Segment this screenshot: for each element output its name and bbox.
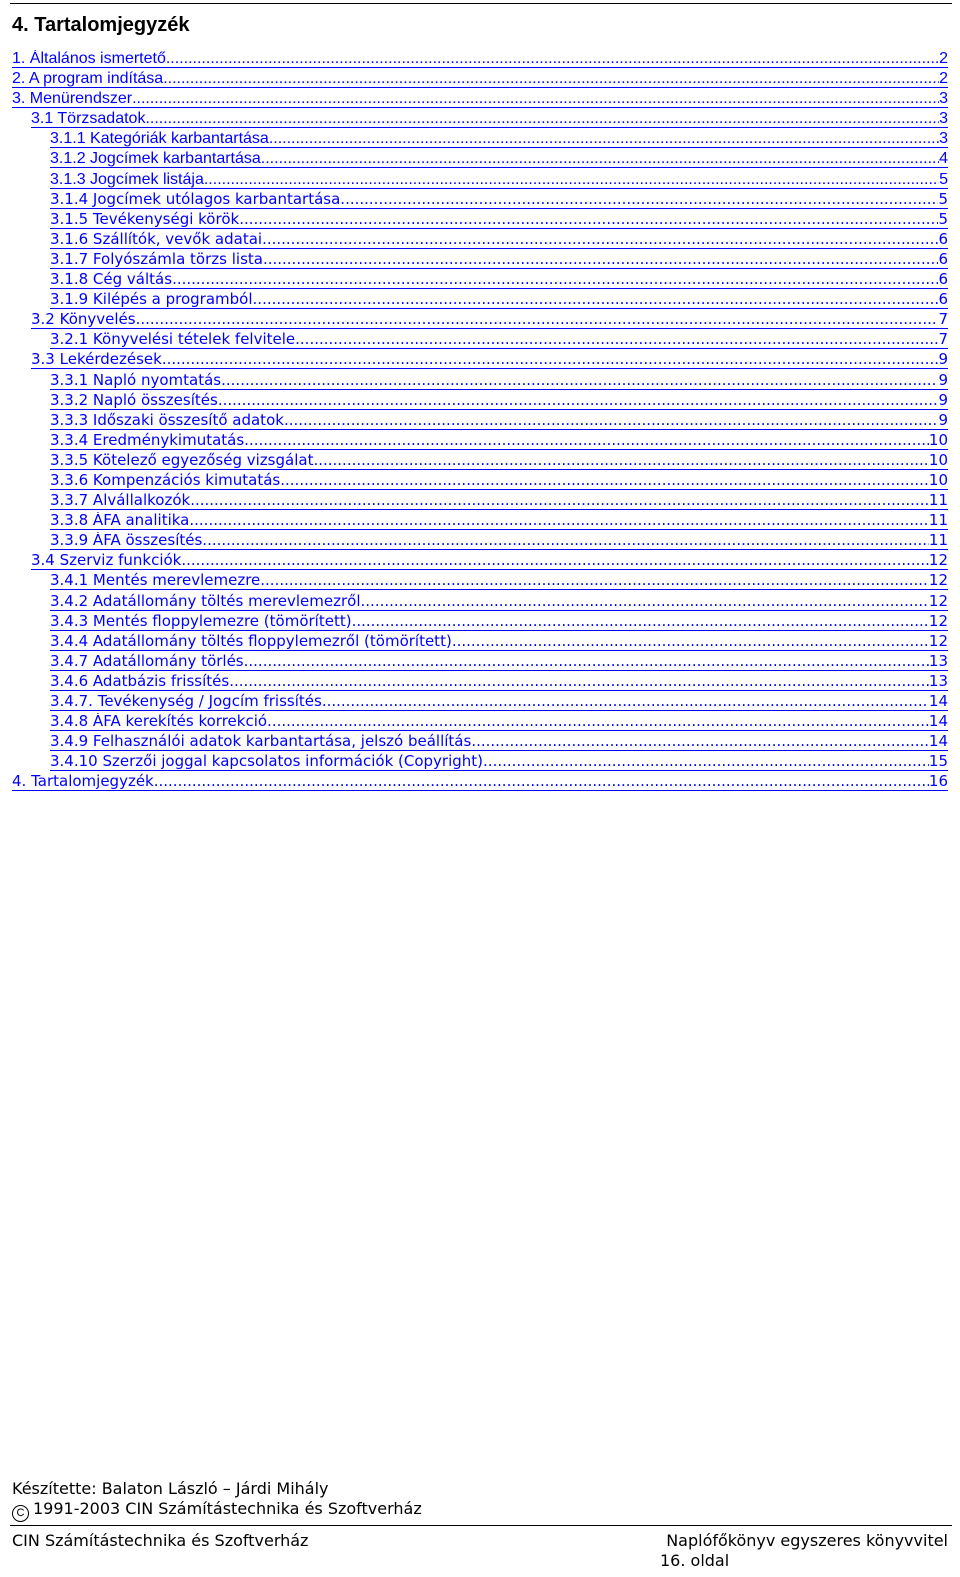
toc-entry-label: 1. Általános ismertető: [12, 50, 166, 67]
toc-entry[interactable]: [0, 653, 960, 673]
toc-entry[interactable]: [0, 191, 960, 211]
footer-document-title: Naplófőkönyv egyszeres könyvvitel: [666, 1531, 948, 1550]
toc-entry-page: 12: [928, 612, 948, 630]
toc-entry-page: 13: [928, 652, 948, 670]
toc-entry[interactable]: [0, 432, 960, 452]
toc-entry-page: 11: [928, 512, 948, 530]
toc-entry[interactable]: [0, 291, 960, 311]
toc-entry-page: 7: [938, 311, 948, 329]
toc-dot-leader: [280, 472, 929, 490]
toc-entry-page: 12: [928, 592, 948, 610]
toc-entry[interactable]: [0, 753, 960, 773]
toc-dot-leader: [181, 552, 929, 570]
footer-rule: [10, 1525, 952, 1526]
toc-entry-label: 3.3.2 Napló összesítés: [50, 391, 218, 409]
toc-entry-label: 3.2 Könyvelés: [31, 311, 136, 329]
toc-entry-page: 5: [939, 170, 948, 188]
toc-dot-leader: [322, 693, 929, 711]
toc-dot-leader: [313, 452, 928, 470]
toc-entry-page: 9: [938, 391, 948, 409]
toc-entry-label: 3.4.6 Adatbázis frissítés: [50, 672, 230, 690]
toc-entry-label: 3.1.1 Kategóriák karbantartása: [50, 130, 269, 148]
toc-dot-leader: [471, 733, 929, 751]
toc-dot-leader: [145, 110, 939, 128]
toc-dot-leader: [263, 251, 939, 269]
toc-entry[interactable]: [0, 613, 960, 633]
toc-entry-page: 4: [939, 150, 948, 168]
toc-entry-page: 14: [928, 733, 948, 751]
toc-entry-label: 3.1.2 Jogcímek karbantartása: [50, 150, 261, 168]
toc-entry[interactable]: [0, 110, 960, 130]
toc-entry-page: 3: [939, 110, 948, 128]
toc-dot-leader: [244, 653, 929, 671]
toc-entry-page: 2: [939, 50, 948, 67]
toc-entry[interactable]: [0, 693, 960, 713]
toc-entry-page: 14: [928, 713, 948, 731]
toc-entry[interactable]: [0, 512, 960, 532]
toc-dot-leader: [260, 572, 929, 590]
toc-entry[interactable]: [0, 171, 960, 191]
toc-dot-leader: [189, 512, 929, 530]
toc-entry-label: 3.3.7 Alvállalkozók: [50, 492, 191, 510]
table-of-contents: [0, 50, 960, 793]
toc-dot-leader: [154, 773, 929, 791]
toc-dot-leader: [229, 673, 929, 691]
copyright-line: [12, 1499, 422, 1522]
toc-dot-leader: [244, 432, 929, 450]
authors-line: Készítette: Balaton László – Járdi Mihály: [12, 1479, 329, 1498]
toc-entry-label: 3.4 Szerviz funkciók: [31, 552, 182, 570]
toc-entry-page: 9: [938, 351, 948, 369]
toc-entry-label: 3.3 Lekérdezések: [31, 351, 162, 369]
top-rule: [10, 3, 952, 4]
page-title: 4. Tartalomjegyzék: [12, 14, 190, 36]
toc-entry[interactable]: [0, 412, 960, 432]
toc-entry[interactable]: [0, 271, 960, 291]
footer-page-number: 16. oldal: [660, 1551, 730, 1570]
toc-entry[interactable]: [0, 532, 960, 552]
toc-entry[interactable]: [0, 231, 960, 251]
toc-dot-leader: [253, 291, 939, 309]
toc-entry-page: 10: [928, 471, 948, 489]
toc-dot-leader: [452, 633, 929, 651]
toc-entry[interactable]: [0, 392, 960, 412]
toc-entry-label: 3.1.6 Szállítók, vevők adatai: [50, 230, 263, 248]
toc-dot-leader: [295, 331, 938, 349]
toc-dot-leader: [163, 70, 939, 88]
copyright-text: 1991-2003 CIN Számítástechnika és Szoftverház: [33, 1499, 422, 1518]
toc-dot-leader: [172, 271, 938, 289]
toc-entry-label: 4. Tartalomjegyzék: [12, 773, 154, 791]
toc-entry[interactable]: [0, 251, 960, 271]
toc-entry-label: 3.1.8 Cég váltás: [50, 271, 173, 289]
toc-entry-label: 3.4.10 Szerzői joggal kapcsolatos információk (Copyright): [50, 753, 484, 771]
toc-entry-page: 5: [938, 210, 948, 228]
toc-entry-page: 12: [928, 572, 948, 590]
toc-entry[interactable]: [0, 372, 960, 392]
toc-entry-label: 3.3.1 Napló nyomtatás: [50, 371, 222, 389]
toc-entry[interactable]: [0, 593, 960, 613]
toc-entry-page: 6: [938, 230, 948, 248]
toc-entry-page: 6: [938, 271, 948, 289]
toc-dot-leader: [361, 593, 929, 611]
toc-entry-page: 14: [928, 693, 948, 710]
toc-entry-label: 3.4.7 Adatállomány törlés: [50, 652, 244, 670]
toc-dot-leader: [269, 130, 939, 148]
toc-dot-leader: [284, 412, 939, 430]
toc-entry-page: 10: [928, 451, 948, 469]
toc-dot-leader: [132, 90, 939, 108]
toc-dot-leader: [218, 392, 939, 410]
toc-entry-page: 11: [928, 532, 948, 550]
toc-entry-page: 11: [928, 492, 948, 510]
toc-entry[interactable]: [0, 50, 960, 70]
toc-entry-label: 3. Menürendszer: [12, 90, 133, 108]
toc-entry-label: 3.4.3 Mentés floppylemezre (tömörített): [50, 612, 352, 630]
toc-entry-label: 3.4.8 ÁFA kerekítés korrekció: [50, 713, 268, 731]
toc-entry[interactable]: [0, 351, 960, 371]
toc-dot-leader: [239, 211, 938, 229]
toc-dot-leader: [262, 231, 938, 249]
toc-entry-page: 2: [939, 70, 948, 88]
copyright-icon: C: [12, 1505, 29, 1522]
toc-dot-leader: [136, 311, 939, 329]
toc-entry[interactable]: [0, 492, 960, 512]
toc-entry-label: 3.1.5 Tevékenységi körök: [50, 210, 240, 228]
toc-dot-leader: [190, 492, 929, 510]
toc-entry[interactable]: [0, 552, 960, 572]
toc-entry[interactable]: [0, 572, 960, 592]
toc-entry[interactable]: [0, 130, 960, 150]
toc-entry[interactable]: [0, 673, 960, 693]
toc-entry[interactable]: [0, 713, 960, 733]
toc-dot-leader: [483, 753, 929, 771]
toc-dot-leader: [340, 191, 938, 209]
toc-dot-leader: [267, 713, 929, 731]
footer-company: CIN Számítástechnika és Szoftverház: [12, 1531, 309, 1550]
toc-entry-label: 3.4.7. Tevékenység / Jogcím frissítés: [50, 693, 322, 710]
toc-entry[interactable]: [0, 733, 960, 753]
toc-entry[interactable]: [0, 311, 960, 331]
toc-entry-page: 9: [938, 371, 948, 389]
toc-entry-page: 10: [928, 431, 948, 449]
toc-entry-label: 3.1.4 Jogcímek utólagos karbantartása: [50, 190, 341, 208]
toc-dot-leader: [202, 532, 929, 550]
toc-entry-label: 3.2.1 Könyvelési tételek felvitele: [50, 331, 296, 349]
toc-entry-page: 6: [938, 291, 948, 309]
toc-entry-label: 2. A program indítása: [12, 70, 164, 88]
toc-entry[interactable]: [0, 331, 960, 351]
toc-entry-page: 9: [938, 411, 948, 429]
toc-entry-page: 12: [928, 552, 948, 570]
toc-dot-leader: [352, 613, 929, 631]
toc-entry-label: 3.1 Törzsadatok: [31, 110, 146, 128]
toc-entry[interactable]: [0, 70, 960, 90]
toc-entry-label: 3.1.7 Folyószámla törzs lista: [50, 250, 263, 268]
toc-entry[interactable]: [0, 452, 960, 472]
toc-dot-leader: [166, 50, 939, 68]
toc-entry-page: 3: [939, 130, 948, 148]
toc-entry-page: 6: [938, 250, 948, 268]
toc-entry-page: 3: [939, 90, 948, 108]
toc-entry-page: 7: [938, 331, 948, 349]
toc-entry-label: 3.4.4 Adatállomány töltés floppylemezről (tömörített): [50, 632, 452, 650]
toc-entry[interactable]: [0, 211, 960, 231]
toc-entry[interactable]: [0, 773, 960, 793]
toc-entry[interactable]: [0, 150, 960, 170]
toc-entry[interactable]: [0, 633, 960, 653]
toc-entry-label: 3.3.5 Kötelező egyezőség vizsgálat: [50, 451, 314, 469]
toc-entry-label: 3.3.6 Kompenzációs kimutatás: [50, 471, 281, 489]
toc-entry-label: 3.3.4 Eredménykimutatás: [50, 431, 245, 449]
toc-entry-label: 3.1.9 Kilépés a programból: [50, 291, 253, 309]
toc-dot-leader: [221, 372, 938, 390]
toc-entry[interactable]: [0, 90, 960, 110]
toc-entry-label: 3.4.1 Mentés merevlemezre: [50, 572, 261, 590]
toc-entry-label: 3.1.3 Jogcímek listája: [50, 170, 204, 188]
toc-entry-page: 12: [928, 632, 948, 650]
toc-entry-page: 13: [928, 672, 948, 690]
toc-entry-label: 3.3.3 Időszaki összesítő adatok: [50, 411, 284, 429]
toc-entry-label: 3.4.9 Felhasználói adatok karbantartása, jelszó beállítás: [50, 733, 472, 751]
toc-dot-leader: [162, 351, 939, 369]
toc-dot-leader: [261, 150, 939, 168]
toc-dot-leader: [204, 171, 939, 189]
toc-entry-page: 15: [928, 753, 948, 771]
toc-entry-label: 3.3.8 ÁFA analitika: [50, 512, 190, 530]
toc-entry-label: 3.3.9 ÁFA összesítés: [50, 532, 203, 550]
toc-entry-page: 16: [928, 773, 948, 791]
toc-entry-label: 3.4.2 Adatállomány töltés merevlemezről: [50, 592, 361, 610]
toc-entry[interactable]: [0, 472, 960, 492]
toc-entry-page: 5: [938, 190, 948, 208]
